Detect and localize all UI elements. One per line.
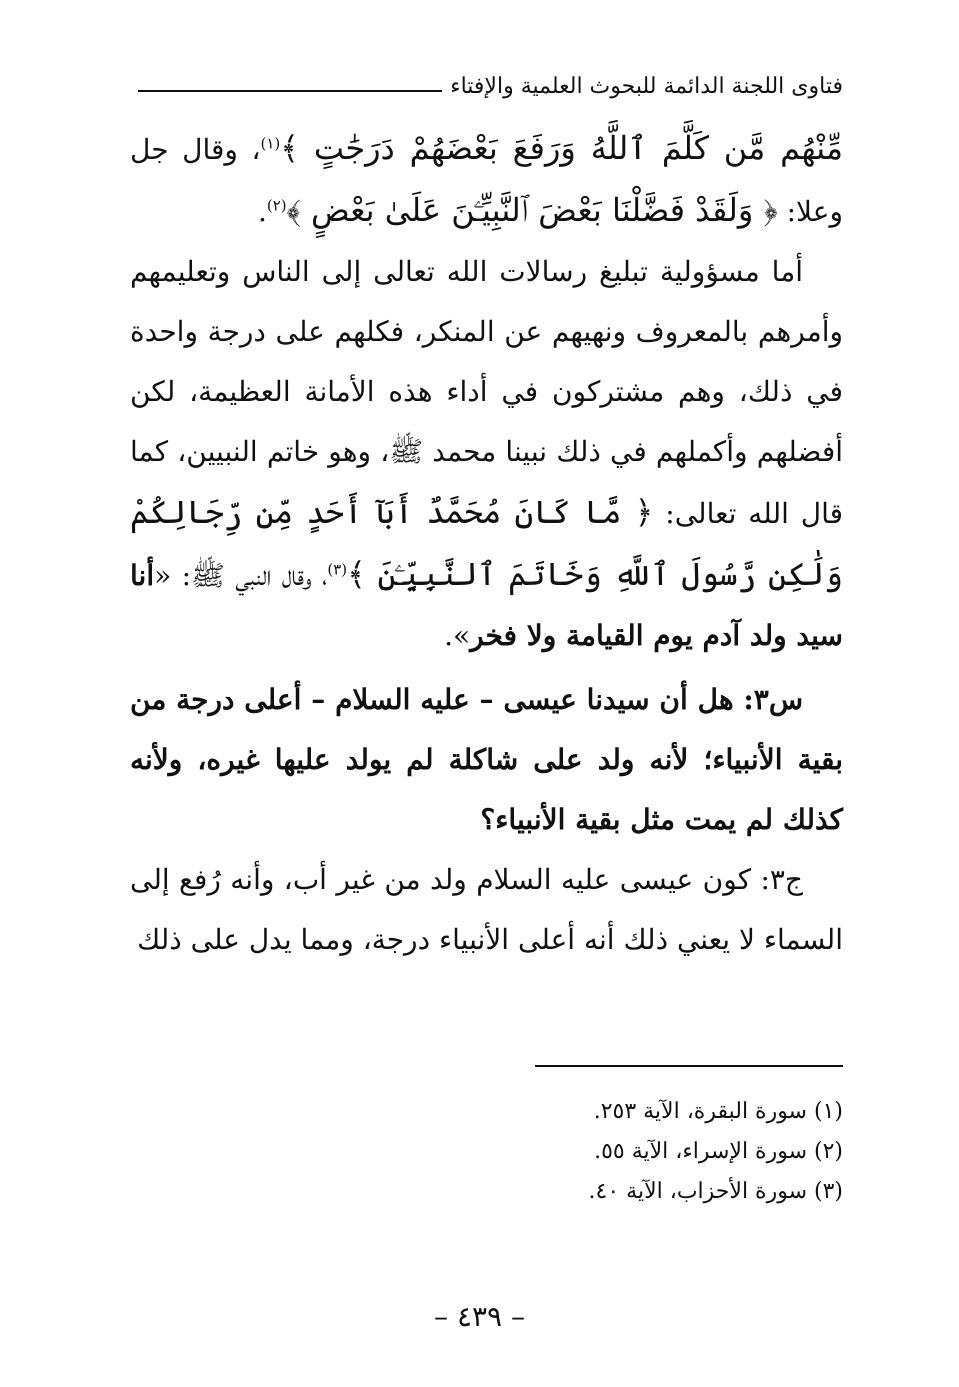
paragraph-2-text-after: ، وقال النبي ﷺ:: [171, 559, 328, 592]
page-number: – ٤٣٩ –: [434, 1300, 525, 1333]
quran-verse-3: ﴿ مَّا كَانَ مُحَمَّدٌ أَبَآ أَحَدٍ مِّن رِّجَالِكُمْ وَلَٰكِن رَّسُولَ ٱللَّهِ وَخَاتَمَ ٱلنَّبِيِّـۧنَ ﴾: [130, 493, 844, 593]
main-text: [130, 118, 843, 970]
answer-3: ج٣: كون عيسى عليه السلام ولد من غير أب، وأنه رُفع إلى السماء لا يعني ذلك أنه أعلى الأنبياء درجة، ومما يدل على ذلك: [130, 863, 843, 956]
footnote-2: (٢) سورة الإسراء، الآية ٥٥.: [594, 1139, 843, 1164]
footnote-rule: [535, 1065, 843, 1067]
footnote-ref-2: (٢): [266, 196, 287, 215]
paragraph-2: أما مسؤولية تبليغ رسالات الله تعالى إلى الناس وتعليمهم وأمرهم بالمعروف ونهيهم عن المنكر، فكلهم على درجة واحدة في ذلك، وهم مشتركون في أداء هذه الأمانة العظيمة، لكن أفضلهم وأكملهم في ذلك نبينا محمد ﷺ، وهو خاتم النبيين، كما قال الله تعالى: ﴿ مَّا كَانَ مُحَمَّدٌ أَبَآ أَحَدٍ مِّن رِّجَالِكُمْ وَلَٰكِن رَّسُولَ ٱللَّهِ وَخَاتَمَ ٱلنَّبِيِّـۧنَ ﴾$^{(٣)}$، وقال النبي ﷺ: «أنا سيد ولد آدم يوم القيامة ولا فخر».: [130, 255, 844, 652]
running-header: [138, 72, 843, 112]
footnote-1: (١) سورة البقرة، الآية ٢٥٣.: [593, 1099, 843, 1124]
paragraph-2-text: أما مسؤولية تبليغ رسالات الله تعالى إلى الناس وتعليمهم وأمرهم بالمعروف ونهيهم عن المنكر، فكلهم على درجة واحدة في ذلك، وهم مشتركون في أداء هذه الأمانة العظيمة، لكن أفضلهم وأكملهم في ذلك نبينا محمد ﷺ، وهو خاتم النبيين، كما قال الله تعالى:: [130, 255, 844, 530]
paragraph-1: مِّنْهُم مَّن كَلَّمَ ٱللَّهُ وَرَفَعَ بَعْضَهُمْ دَرَجَٰتٍ ﴾$^{(١)}$، وقال جل وعلا: ﴿ وَلَقَدْ فَضَّلْنَا بَعْضَ ٱلنَّبِيِّـۧنَ عَلَىٰ بَعْضٍ ﴾$^{(٢)}$.: [130, 129, 844, 229]
header-title: فتاوى اللجنة الدائمة للبحوث العلمية والإفتاء: [442, 74, 843, 99]
footnote-ref-1: (١): [260, 134, 281, 153]
quran-verse-2: ﴿ وَلَقَدْ فَضَّلْنَا بَعْضَ ٱلنَّبِيِّـۧنَ عَلَىٰ بَعْضٍ ﴾: [286, 191, 778, 229]
footnote-3: (٣) سورة الأحزاب، الآية ٤٠.: [588, 1179, 843, 1204]
question-3: س٣: هل أن سيدنا عيسى – عليه السلام – أعلى درجة من بقية الأنبياء؛ لأنه ولد على شاكلة لم يولد عليها غيره، ولأنه كذلك لم يمت مثل بقية الأنبياء؟: [130, 683, 843, 836]
footnotes: [440, 1092, 843, 1212]
footnote-ref-3: (٣): [327, 560, 348, 579]
quran-verse-1: مِّنْهُم مَّن كَلَّمَ ٱللَّهُ وَرَفَعَ بَعْضَهُمْ دَرَجَٰتٍ ﴾: [280, 129, 844, 167]
paragraph-1-text: ، وقال جل وعلا:: [130, 133, 843, 228]
hadith-quote: أنا سيد ولد آدم يوم القيامة ولا فخر: [130, 559, 843, 652]
